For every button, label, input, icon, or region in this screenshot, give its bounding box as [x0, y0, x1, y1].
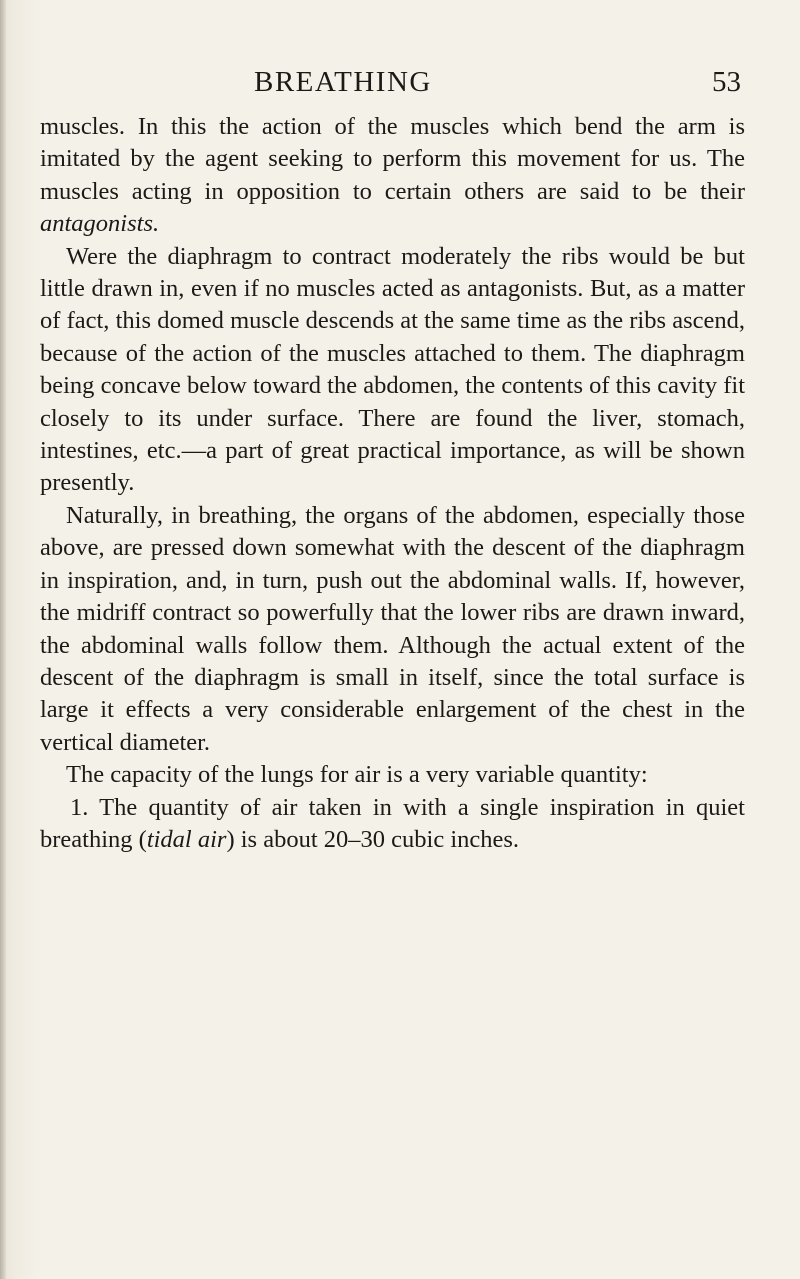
paragraph-1-text: muscles. In this the action of the muscles which bend the arm is imitated by the agent seeking to perform this movement for us. The muscles acting in opposition to certain others are said to be their — [40, 113, 745, 205]
paragraph-3 — [40, 500, 745, 759]
page-binding-edge — [0, 0, 6, 1279]
paragraph-3-text: Naturally, in breathing, the organs of the abdomen, especially those above, are pressed down somewhat with the descent of the diaphragm in inspiration, and, in turn, push out the abdominal walls. If, however, the midriff contract so powerfully that the lower ribs are drawn inward, the abdominal walls follow them. Although the actual extent of the descent of the diaphragm is small in itself, since the total surface is large it effects a very considerable enlargement of the chest in the vertical diameter. — [40, 501, 745, 756]
running-head: BREATHING — [254, 66, 432, 98]
list-item-1-text-after: ) is about 20–30 cubic inches. — [226, 825, 520, 853]
body-text — [40, 111, 745, 856]
paragraph-1-italic-term: antagonists. — [40, 210, 160, 238]
page-number: 53 — [712, 66, 741, 98]
paragraph-1 — [40, 111, 745, 241]
paragraph-2 — [40, 241, 745, 500]
page-header — [0, 62, 800, 102]
paragraph-4 — [40, 759, 745, 791]
list-item-1-italic-term: tidal air — [146, 825, 227, 853]
paragraph-2-text: Were the diaphragm to contract moderately the ribs would be but little drawn in, even if no muscles acted as antagonists. But, as a matter of fact, this domed muscle descends at the same time as the ribs ascend, because of the action of the muscles attached to them. The diaphragm being concave below toward the abdomen, the contents of this cavity fit closely to its under surface. There are found the liver, stomach, intestines, etc.—a part of great practical importance, as will be shown presently. — [40, 242, 745, 497]
list-item-1-text: 1. The quantity of air taken in with a single inspiration in quiet breathing ( — [40, 793, 745, 853]
list-item-1 — [40, 792, 745, 857]
paragraph-4-text: The capacity of the lungs for air is a very variable quantity: — [66, 761, 648, 789]
